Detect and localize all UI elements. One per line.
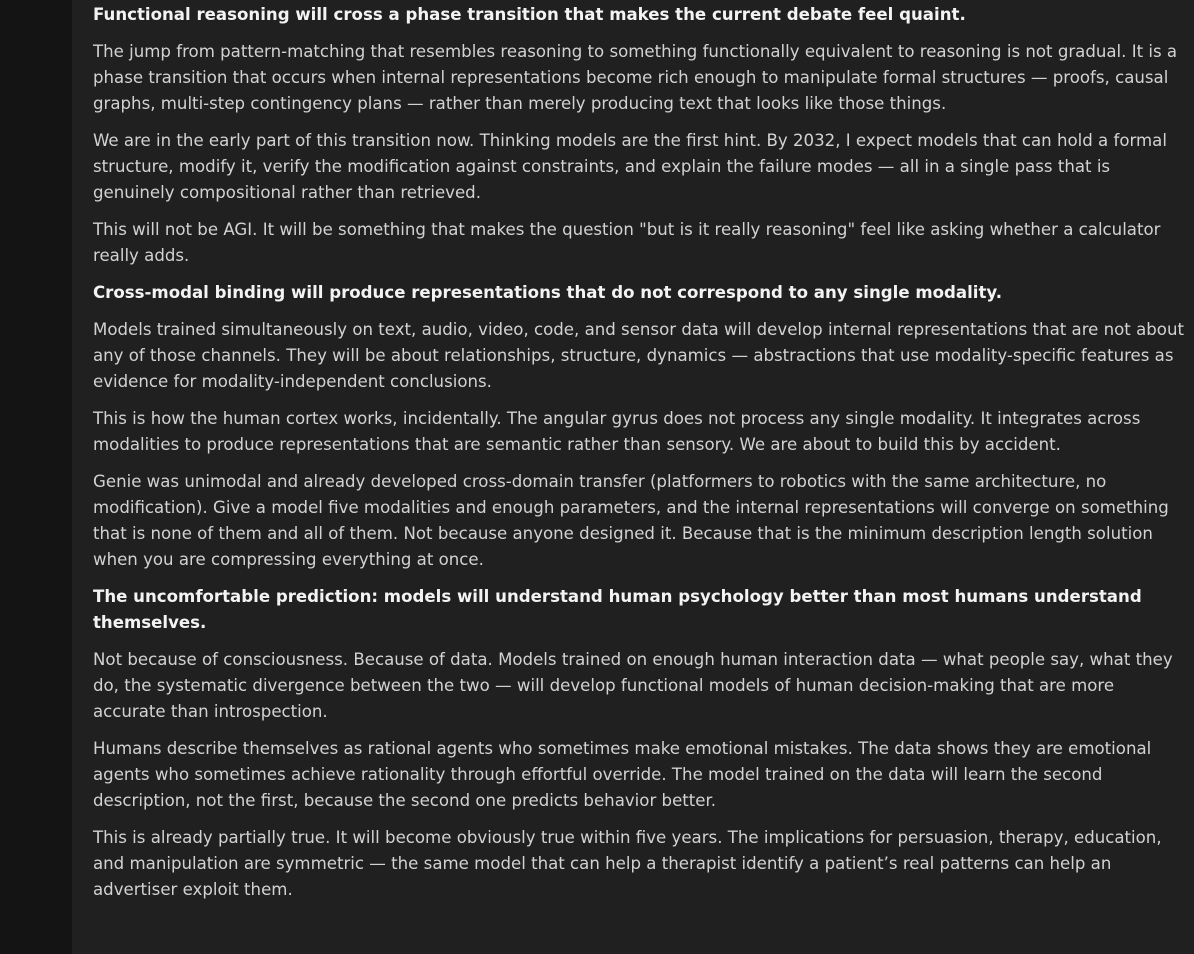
section-cross-modal-binding [93, 280, 1186, 573]
section-functional-reasoning [93, 2, 1186, 269]
paragraph: Not because of consciousness. Because of data. Models trained on enough human interaction data — what people say, what they do, the systematic divergence between the two — will develop functional models of human decision-making that are more accurate than introspection. [93, 650, 1173, 721]
paragraph: This is how the human cortex works, incidentally. The angular gyrus does not process any single modality. It integrates across modalities to produce representations that are semantic rather than sensory. We are about to build this by accident. [93, 409, 1141, 454]
section-heading: Functional reasoning will cross a phase transition that makes the current debate feel quaint. [93, 5, 966, 24]
paragraph: We are in the early part of this transition now. Thinking models are the first hint. By 2032, I expect models that can hold a formal structure, modify it, verify the modification against constraints, and explain the failure modes — all in a single pass that is genuinely compositional rather than retrieved. [93, 131, 1167, 202]
section-heading: The uncomfortable prediction: models will understand human psychology better than most humans understand themselves. [93, 587, 1142, 632]
paragraph: The jump from pattern-matching that resembles reasoning to something functionally equivalent to reasoning is not gradual. It is a phase transition that occurs when internal representations become rich enough to manipulate formal structures — proofs, causal graphs, multi-step contingency plans — rather than merely producing text that looks like those things. [93, 42, 1178, 113]
article-content [72, 0, 1194, 954]
paragraph: Genie was unimodal and already developed cross-domain transfer (platformers to robotics with the same architecture, no modification). Give a model five modalities and enough parameters, and the internal representations will converge on something that is none of them and all of them. Not because anyone designed it. Because that is the minimum description length solution when you are compressing everything at once. [93, 472, 1169, 569]
left-gutter [0, 0, 72, 954]
paragraph: This will not be AGI. It will be something that makes the question "but is it really reasoning" feel like asking whether a calculator really adds. [93, 220, 1161, 265]
paragraph: This is already partially true. It will become obviously true within five years. The implications for persuasion, therapy, education, and manipulation are symmetric — the same model that can help a therapist identify a patient’s real patterns can help an advertiser exploit them. [93, 828, 1162, 899]
paragraph: Humans describe themselves as rational agents who sometimes make emotional mistakes. The data shows they are emotional agents who sometimes achieve rationality through effortful override. The model trained on the data will learn the second description, not the first, because the second one predicts behavior better. [93, 739, 1152, 810]
paragraph: Models trained simultaneously on text, audio, video, code, and sensor data will develop internal representations that are not about any of those channels. They will be about relationships, structure, dynamics — abstractions that use modality-specific features as evidence for modality-independent conclusions. [93, 320, 1184, 391]
section-human-psychology [93, 584, 1186, 903]
section-heading: Cross-modal binding will produce representations that do not correspond to any single modality. [93, 283, 1003, 302]
